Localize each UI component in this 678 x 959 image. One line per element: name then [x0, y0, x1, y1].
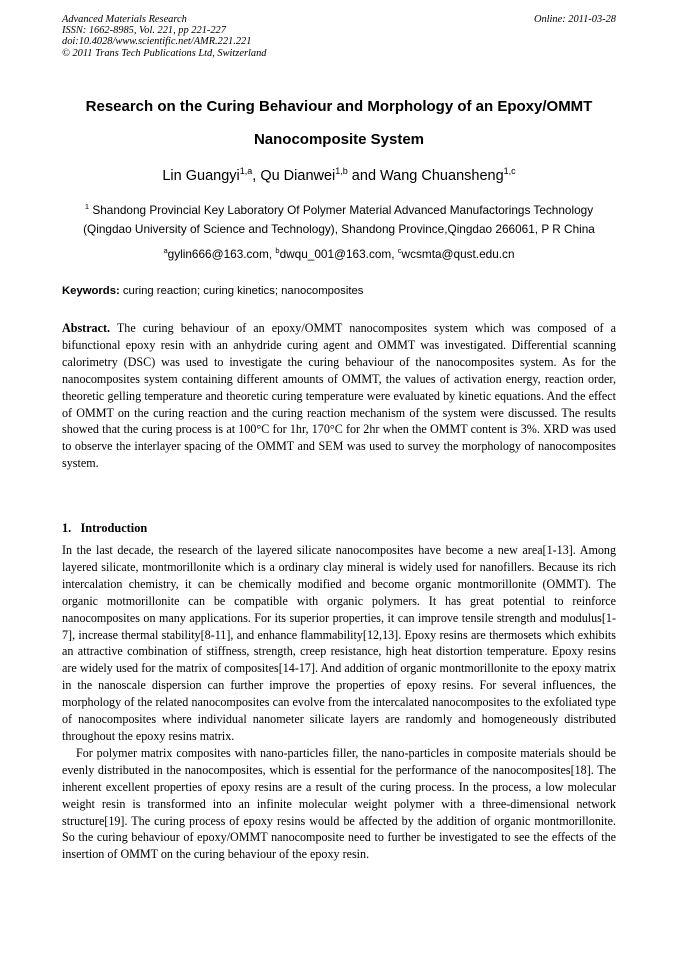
author-separator: ,: [252, 168, 261, 184]
paragraph: In the last decade, the research of the layered silicate nanocomposites have become a new area[1-13]. Among layered silicate, montmorillonite which is a ordinary clay mineral is widely used for nanofillers. Because its rich intercalation chemistry, it can be chemically modified and become organic montmorillonite (OMMT). The organic motmorillonite can be compatible with organic polymers. It has great potential to reinforce nanocomposites on many applications. For its superior properties, it can improve tensile strength and modulus[1-7], increase thermal stability[8-11], and enhance flammability[12,13]. Epoxy resins are thermosets which exhibits an attractive combination of stiffness, strength, creep resistance, high heat distortion temperature. Epoxy resins are widely used for the matrix of composites[14-17]. And addition of organic montmorillonite to the epoxy matrix in the nanoscale dispersion can further improve the properties of epoxy resins. For several influences, the morphology of the related nanocomposites can evolve from the intercalated nanocomposites to the exfoliated type of nanocomposites where individual nanometer silicate layers are randomly and homogeneously distributed throughout the epoxy resins matrix.: [62, 543, 616, 743]
affiliation-mark: 1: [84, 202, 90, 211]
title-line-1: Research on the Curing Behaviour and Morphology of an Epoxy/OMMT: [85, 98, 593, 115]
email-address: dwqu_001@163.com: [279, 247, 392, 261]
abstract: [62, 320, 616, 472]
email-address: wcsmta@qust.edu.cn: [401, 247, 515, 261]
author-separator: and: [347, 168, 381, 184]
email-address: gylin666@163.com: [167, 247, 269, 261]
abstract-text: The curing behaviour of an epoxy/OMMT nanocomposites system which was composed of a bifunctional epoxy resin with an anhydride curing agent and OMMT was investigated. Differential scanning calorimetry (DSC) was used to investigate the curing behaviour of the nanocomposites system. As for the nanocomposites system containing different amounts of OMMT, the values of activation energy, reaction order, theoretic gelling temperature and theoretic curing temperature were evaluated by kinetic equations. And the effect of OMMT on the curing reaction and the curing reaction mechanism of the system were discussed. The results showed that the curing process is at 100°C for 1hr, 170°C for 2hr when the OMMT content is 3%. XRD was used to observe the interlayer spacing of the OMMT and SEM was used to survey the morphology of nanocomposites system.: [62, 321, 616, 471]
keywords-text: curing reaction; curing kinetics; nanocomposites: [119, 285, 364, 297]
email-separator: ,: [268, 247, 276, 261]
copyright-line: © 2011 Trans Tech Publications Ltd, Switzerland: [62, 47, 267, 59]
email-list: [56, 245, 622, 263]
section-heading-introduction: 1. Introduction: [62, 521, 148, 535]
journal-name: Advanced Materials Research: [62, 14, 187, 25]
journal-header: [62, 14, 616, 59]
issn-line: ISSN: 1662-8985, Vol. 221, pp 221-227: [62, 25, 226, 37]
email-mark: a: [163, 246, 168, 255]
keywords-label: Keywords:: [62, 285, 120, 297]
title-line-2: Nanocomposite System: [253, 131, 425, 148]
doi-line: doi:10.4028/www.scientific.net/AMR.221.221: [62, 36, 252, 48]
paper-title: [40, 90, 638, 156]
email-separator: ,: [391, 247, 398, 261]
paragraph: For polymer matrix composites with nano-particles filler, the nano-particles in composite materials should be evenly distributed in the nanocomposites, which is essential for the performance of the nanocomposites[18]. The inherent excellent properties of epoxy resins are a result of the curing process. In the process, a low molecular weight resin is transformed into an infinite molecular weight polymer with a three-dimensional network structure[19]. The curing process of epoxy resins would be affected by the addition of organic montmorillonite. So the curing behaviour of epoxy/OMMT nanocomposite need to further be investigated to see the effects of the insertion of OMMT on the curing behaviour of the epoxy resin.: [62, 745, 616, 862]
email-mark: c: [397, 246, 402, 255]
affiliation-line-1: Shandong Provincial Key Laboratory Of Polymer Material Advanced Manufactorings Technology: [89, 203, 594, 217]
online-date: Online: 2011-03-28: [533, 14, 616, 25]
author-name: Lin Guangyi: [162, 168, 240, 184]
affiliation-line-2: (Qingdao University of Science and Technology), Shandong Province,Qingdao 266061, P R China: [83, 222, 595, 236]
author-name: Qu Dianwei: [260, 168, 336, 184]
email-mark: b: [275, 246, 280, 255]
affiliation: [56, 201, 622, 239]
author-name: Wang Chuansheng: [380, 168, 504, 184]
author-affiliation-mark: 1,b: [335, 166, 348, 176]
keywords: [62, 284, 616, 299]
author-affiliation-mark: 1,a: [239, 166, 253, 176]
author-affiliation-mark: 1,c: [503, 166, 516, 176]
abstract-label: Abstract.: [62, 321, 111, 335]
author-list: [40, 166, 638, 186]
introduction-body: [62, 542, 616, 863]
